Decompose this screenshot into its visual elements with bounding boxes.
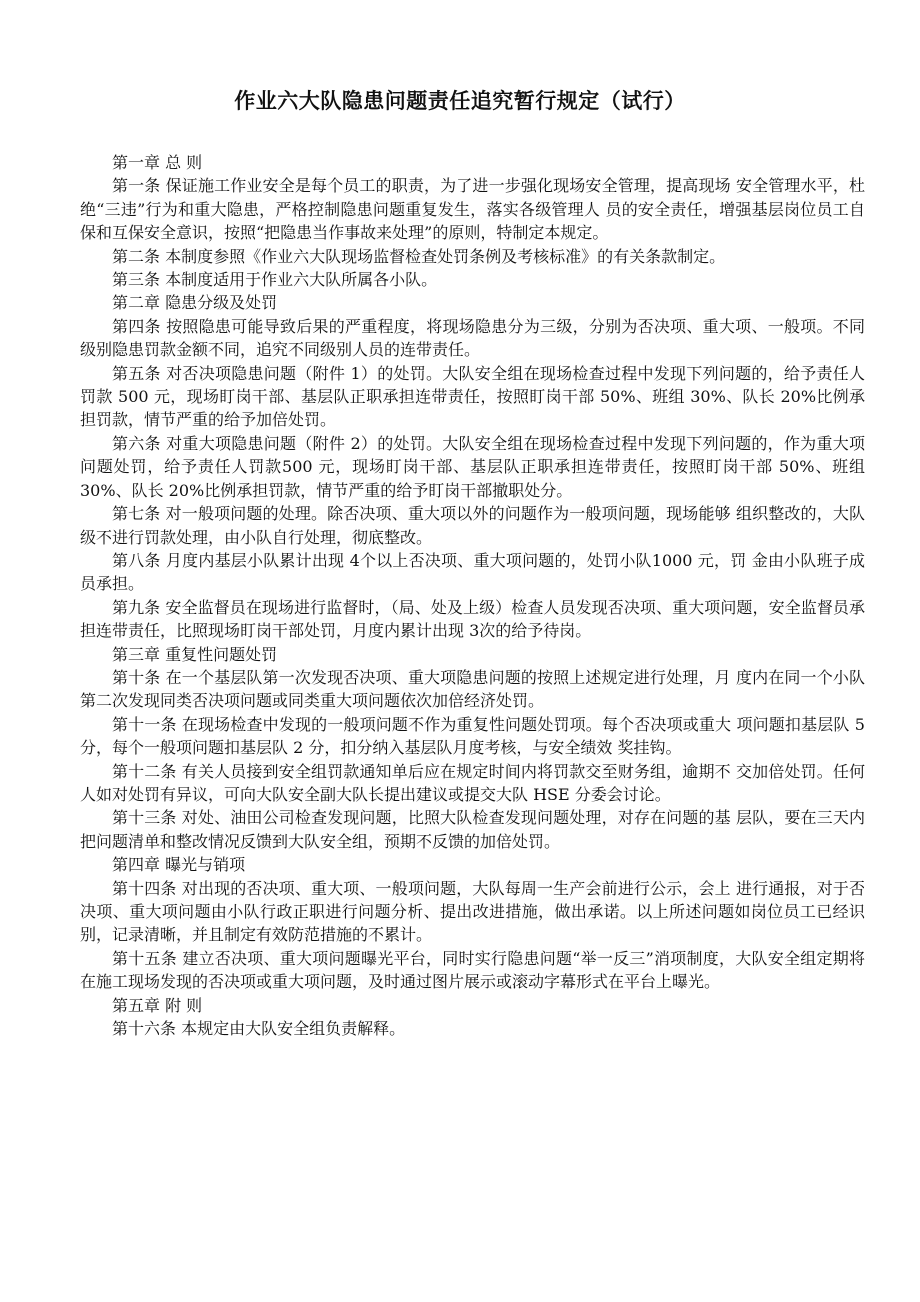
article-2: 第二条 本制度参照《作业六大队现场监督检查处罚条例及考核标准》的有关条款制定。 — [112, 246, 726, 266]
chapter-heading: 第一章 总 则 — [112, 153, 203, 172]
chapter-heading: 第二章 隐患分级及处罚 — [112, 293, 278, 313]
article-10: 第十条 在一个基层队第一次发现否决项、重大项隐患问题的按照上述规定进行处理，月 度内在同一个小队第二次发现同类否决项问题或同类重大项问题依次加倍经济处罚。 — [80, 667, 865, 711]
article-9: 第九条 安全监督员在现场进行监督时，（局、处及上级）检查人员发现否决项、重大项问题，安全监督员承担连带责任，比照现场盯岗干部处罚，月度内累计出现 3次的给予待岗。 — [80, 597, 865, 641]
document-title: 作业六大队隐患问题责任追究暂行规定（试行） — [234, 89, 686, 113]
article-1: 第一条 保证施工作业安全是每个员工的职责，为了进一步强化现场安全管理，提高现场 安全管理水平，杜绝“三违”行为和重大隐患，严格控制隐患问题重复发生，落实各级管理人 员的安全责任，增强基层岗位员工自保和互保安全意识，按照“把隐患当作事故来处理”的原则，特制定本规定。 — [80, 176, 865, 243]
chapter-heading: 第四章 曝光与销项 — [112, 855, 246, 875]
article-5: 第五条 对否决项隐患问题（附件 1）的处罚。大队安全组在现场检查过程中发现下列问题的，给予责任人罚款 500 元，现场盯岗干部、基层队正职承担连带责任，按照盯岗干部 50%、班组 30%、队长 20%比例承担罚款，情节严重的给予加倍处罚。 — [80, 363, 865, 430]
article-3: 第三条 本制度适用于作业六大队所属各小队。 — [112, 270, 438, 290]
chapter-heading: 第五章 附 则 — [112, 995, 203, 1015]
article-11: 第十一条 在现场检查中发现的一般项问题不作为重复性问题处罚项。每个否决项或重大 项问题扣基层队 5 分，每个一般项问题扣基层队 2 分，扣分纳入基层队月度考核，与安全绩效 奖挂钩。 — [80, 714, 865, 758]
article-13: 第十三条 对处、油田公司检查发现问题，比照大队检查发现问题处理，对存在问题的基 层队，要在三天内把问题清单和整改情况反馈到大队安全组，预期不反馈的加倍处罚。 — [80, 808, 865, 851]
article-16: 第十六条 本规定由大队安全组负责解释。 — [112, 1019, 406, 1039]
article-4: 第四条 按照隐患可能导致后果的严重程度，将现场隐患分为三级，分别为否决项、重大项、一般项。不同级别隐患罚款金额不同，追究不同级别人员的连带责任。 — [80, 316, 865, 360]
chapter-heading: 第三章 重复性问题处罚 — [112, 644, 278, 664]
article-7: 第七条 对一般项问题的处理。除否决项、重大项以外的问题作为一般项问题，现场能够 组织整改的，大队级不进行罚款处理，由小队自行处理，彻底整改。 — [80, 504, 865, 547]
document-body — [80, 151, 865, 1040]
article-6: 第六条 对重大项隐患问题（附件 2）的处罚。大队安全组在现场检查过程中发现下列问题的，作为重大项问题处罚，给予责任人罚款500 元，现场盯岗干部、基层队正职承担连带责任，按照盯岗干部 50%、班组 30%、队长 20%比例承担罚款，情节严重的给予盯岗干部撤职处分。 — [80, 433, 865, 500]
article-15: 第十五条 建立否决项、重大项问题曝光平台，同时实行隐患问题“举一反三”消项制度，大队安全组定期将在施工现场发现的否决项或重大项问题，及时通过图片展示或滚动字幕形式在平台上曝光。 — [80, 948, 865, 992]
article-14: 第十四条 对出现的否决项、重大项、一般项问题，大队每周一生产会前进行公示，会上 进行通报，对于否决项、重大项问题由小队行政正职进行问题分析、提出改进措施，做出承诺。以上所述问题如岗位员工已经识别，记录清晰，并且制定有效防范措施的不累计。 — [80, 878, 865, 945]
article-12: 第十二条 有关人员接到安全组罚款通知单后应在规定时间内将罚款交至财务组，逾期不 交加倍处罚。任何人如对处罚有异议，可向大队安全副大队长提出建议或提交大队 HSE 分委会讨论。 — [80, 761, 865, 804]
article-8: 第八条 月度内基层小队累计出现 4个以上否决项、重大项问题的，处罚小队1000 元，罚 金由小队班子成员承担。 — [80, 550, 865, 594]
